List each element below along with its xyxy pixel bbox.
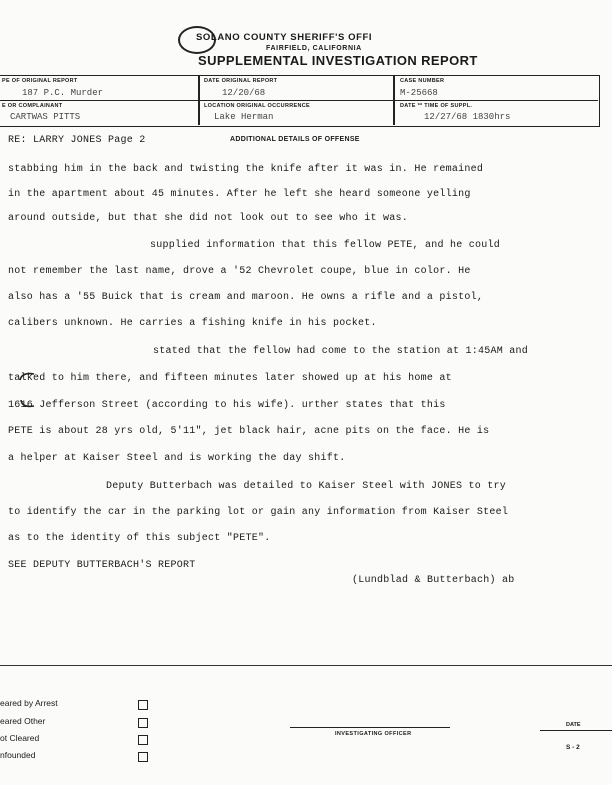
case-number-label: CASE NUMBER [400,78,445,84]
cleared-by-arrest-checkbox[interactable] [138,700,148,710]
re-line: RE: LARRY JONES Page 2 [8,135,146,146]
supplement-date-value: 12/27/68 1830hrs [424,112,511,122]
body-line: Deputy Butterbach was detailed to Kaiser Steel with JONES to try [106,481,507,492]
page-number: S - 2 [566,744,580,751]
footer-date-line [540,730,612,731]
signature-initials-line: (Lundblad & Butterbach) ab [352,575,515,586]
complainant-label: E OR COMPLAINANT [2,103,63,109]
officer-signature-line [290,727,450,728]
body-line: in the apartment about 45 minutes. After he left she heard someone yelling [8,189,471,200]
location-value: Lake Herman [214,112,274,122]
body-line: a helper at Kaiser Steel and is working the day shift. [8,453,346,464]
body-line: not remember the last name, drove a '52 Chevrolet coupe, blue in color. He [8,266,471,277]
report-date-label: DATE ORIGINAL REPORT [204,78,278,84]
body-line: stabbing him in the back and twisting the knife after it was in. He remained [8,164,484,175]
body-line: to identify the car in the parking lot or gain any information from Kaiser Steel [8,507,509,518]
agency-city: FAIRFIELD, CALIFORNIA [266,45,362,52]
body-line: supplied information that this fellow PETE, and he could [150,240,501,251]
cleared-other-checkbox[interactable] [138,718,148,728]
supplement-date-label: DATE ** TIME OF SUPPL. [400,103,473,109]
disposition-label: eared by Arrest [0,698,58,708]
body-line: around outside, but that she did not look out to see who it was. [8,213,409,224]
not-cleared-checkbox[interactable] [138,735,148,745]
location-label: LOCATION ORIGINAL OCCURRENCE [204,103,310,109]
complainant-value: CARTWAS PITTS [10,112,81,122]
body-line: PETE is about 28 yrs old, 5'11", jet black hair, acne pits on the face. He is [8,426,490,437]
body-line: SEE DEPUTY BUTTERBACH'S REPORT [8,560,196,571]
body-line: calibers unknown. He carries a fishing knife in his pocket. [8,318,377,329]
margin-bracket-mark [12,370,36,410]
report-date-value: 12/20/68 [222,88,266,98]
disposition-label: eared Other [0,716,46,726]
body-line: also has a '55 Buick that is cream and maroon. He owns a rifle and a pistol, [8,292,484,303]
disposition-label: ot Cleared [0,733,40,743]
additional-details-heading: ADDITIONAL DETAILS OF OFFENSE [230,136,360,143]
report-type-label: PE OF ORIGINAL REPORT [2,78,78,84]
footer-date-label: DATE [566,722,581,728]
disposition-label: nfounded [0,750,36,760]
unfounded-checkbox[interactable] [138,752,148,762]
agency-name: SOLANO COUNTY SHERIFF'S OFFI [196,32,373,43]
body-line: talked to him there, and fifteen minutes later showed up at his home at [8,373,452,384]
form-title: SUPPLEMENTAL INVESTIGATION REPORT [198,53,478,68]
body-line: stated that the fellow had come to the station at 1:45AM and [153,346,529,357]
body-line: as to the identity of this subject "PETE". [8,533,271,544]
investigating-officer-label: INVESTIGATING OFFICER [335,731,412,737]
body-line: 1616 Jefferson Street (according to his wife). urther states that this [8,400,446,411]
report-type-value: 187 P.C. Murder [22,88,104,98]
case-number-value: M-25668 [400,88,438,98]
footer-rule [0,665,612,666]
